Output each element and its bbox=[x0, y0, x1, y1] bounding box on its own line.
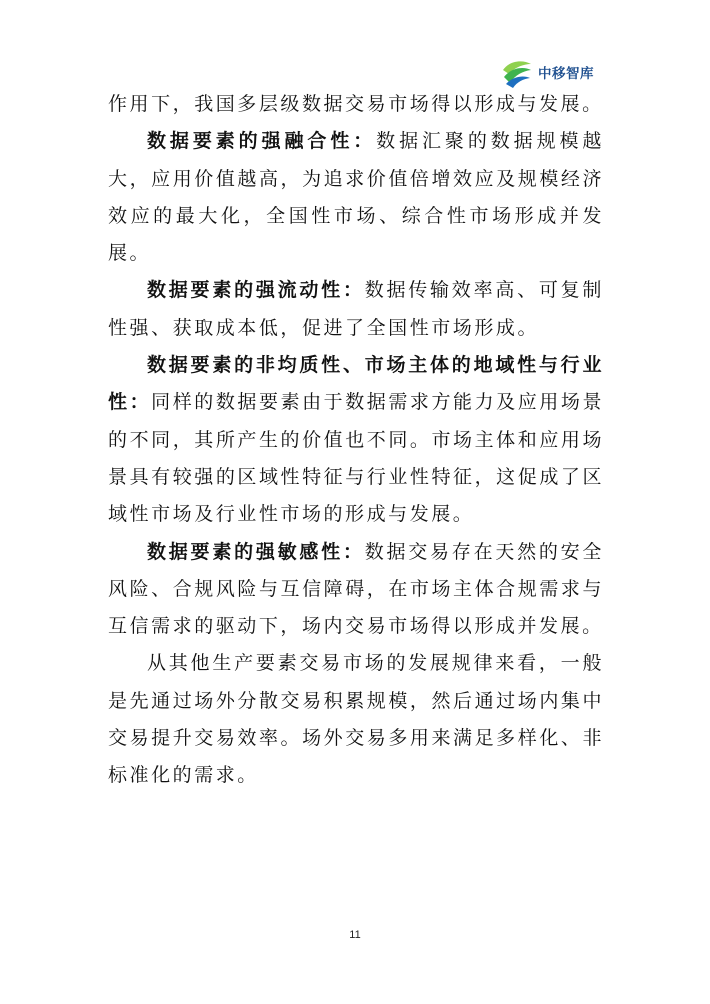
paragraph-lead-heading: 数据要素的强流动性： bbox=[147, 279, 365, 302]
paragraph-strong-mobility bbox=[108, 272, 604, 347]
paragraph-lead-heading: 数据要素的强敏感性： bbox=[147, 540, 365, 563]
paragraph-lead-heading: 数据要素的非均质性、市场主体的地域性与行业性： bbox=[108, 354, 604, 414]
paragraph-text: 同样的数据要素由于数据需求方能力及应用场景的不同，其所产生的价值也不同。市场主体和应用场景具有较强的区域性特征与行业性特征，这促成了区域性市场及行业性市场的形成与发展。 bbox=[108, 391, 604, 526]
paragraph-lead-heading: 数据要素的强融合性： bbox=[147, 130, 377, 153]
header-logo bbox=[500, 54, 610, 90]
page-number: 11 bbox=[349, 929, 361, 941]
china-mobile-logo-icon bbox=[500, 55, 534, 89]
paragraph-text: 数据汇聚的数据规模越大，应用价值越高，为追求价值倍增效应及规模经济效应的最大化，全国性市场、综合性市场形成并发展。 bbox=[108, 130, 604, 265]
paragraph-text: 数据交易存在天然的安全风险、合规风险与互信障碍，在市场主体合规需求与互信需求的驱动下，场内交易市场得以形成并发展。 bbox=[108, 540, 604, 638]
paragraph-market-development bbox=[108, 645, 604, 794]
paragraph-continuation bbox=[108, 86, 604, 123]
paragraph-text: 数据传输效率高、可复制性强、获取成本低，促进了全国性市场形成。 bbox=[108, 279, 604, 339]
paragraph-heterogeneity bbox=[108, 347, 604, 533]
paragraph-text: 作用下，我国多层级数据交易市场得以形成与发展。 bbox=[108, 93, 604, 115]
paragraph-strong-fusion bbox=[108, 123, 604, 272]
paragraph-text: 从其他生产要素交易市场的发展规律来看，一般是先通过场外分散交易积累规模，然后通过场内集中交易提升交易效率。场外交易多用来满足多样化、非标准化的需求。 bbox=[108, 652, 604, 787]
paragraph-strong-sensitivity bbox=[108, 534, 604, 646]
body-text bbox=[108, 86, 604, 795]
logo-text: 中移智库 bbox=[538, 66, 594, 82]
